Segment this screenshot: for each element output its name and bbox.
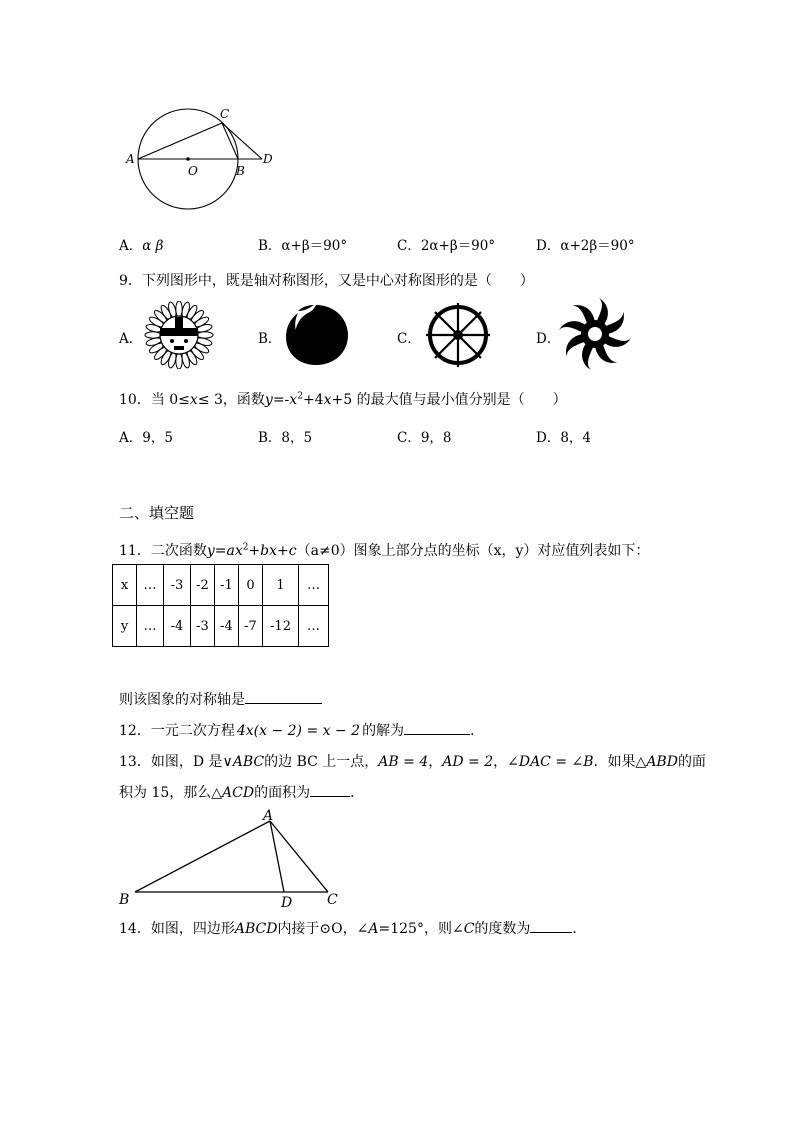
table-cell: -4 xyxy=(215,606,239,647)
pinwheel-icon xyxy=(558,297,632,371)
q9-question: 9．下列图形中，既是轴对称图形，又是中心对称图形的是（ ） xyxy=(119,273,534,289)
wheel-icon xyxy=(423,300,493,370)
q8-option-b[interactable]: B．α+β＝90° xyxy=(258,238,348,254)
q14-question: 14．如图，四边形ABCD内接于⊙O，∠A=125°，则∠C的度数为 ． xyxy=(119,918,586,938)
label-a: A xyxy=(126,152,135,166)
line-ac xyxy=(138,123,222,159)
q9-option-b-label[interactable]: B． xyxy=(258,331,282,347)
answer-blank[interactable] xyxy=(245,689,322,704)
petal xyxy=(176,353,182,369)
table-cell: … xyxy=(299,565,329,606)
petal xyxy=(197,332,213,338)
label-o: O xyxy=(188,164,198,178)
label-b: B xyxy=(119,892,130,908)
q10-option-d[interactable]: D．8，4 xyxy=(536,430,592,446)
label-d: D xyxy=(263,152,273,166)
q9-option-d-label[interactable]: D． xyxy=(536,331,561,347)
table-cell: -2 xyxy=(191,565,215,606)
table-cell: -4 xyxy=(164,606,191,647)
table-cell: -3 xyxy=(191,606,215,647)
answer-blank[interactable] xyxy=(310,782,350,797)
label-d: D xyxy=(281,895,293,910)
table-cell: … xyxy=(137,606,164,647)
q12-question: 12．一元二次方程 4x(x − 2) = x − 2 的解为 ． xyxy=(119,720,484,740)
line-ad xyxy=(270,821,284,892)
q13-line2: 积为 15，那么△ACD的面积为 ． xyxy=(119,782,364,802)
table-row-x xyxy=(113,565,329,606)
petal xyxy=(176,301,182,317)
table-cell: 1 xyxy=(263,565,299,606)
table-row-y xyxy=(113,606,329,647)
line-cb xyxy=(222,123,238,159)
circle-figure xyxy=(120,100,290,220)
triangle-figure xyxy=(115,806,355,910)
answer-blank[interactable] xyxy=(404,720,470,735)
table-cell: … xyxy=(137,565,164,606)
line-ac xyxy=(270,821,328,892)
q10-question: 10．当 0≤x≤ 3，函数$y=-x^2+4x+5$ 的最大值与最小值分别是（ ） xyxy=(119,391,567,408)
label-a: A xyxy=(263,808,274,824)
label-b: B xyxy=(236,164,245,178)
q11-answer-line: 则该图象的对称轴是 xyxy=(119,689,322,709)
center-dot xyxy=(186,157,190,161)
q9-option-c-label[interactable]: C． xyxy=(397,331,421,347)
q8-option-c[interactable]: C．2α+β＝90° xyxy=(397,238,496,254)
table-cell: -12 xyxy=(263,606,299,647)
table-cell: -3 xyxy=(164,565,191,606)
table-cell: -1 xyxy=(215,565,239,606)
q10-option-c[interactable]: C．9，8 xyxy=(397,430,452,446)
q10-option-a[interactable]: A．9，5 xyxy=(119,430,173,446)
sun-face-icon xyxy=(144,301,214,369)
section-title: 二、填空题 xyxy=(119,504,195,522)
label-c: C xyxy=(220,107,230,121)
line-ab xyxy=(135,821,270,892)
answer-blank[interactable] xyxy=(530,918,572,933)
q9-option-a-label[interactable]: A． xyxy=(119,331,143,347)
label-c: C xyxy=(327,892,338,908)
table-cell: y xyxy=(113,606,137,647)
table-cell: 0 xyxy=(239,565,263,606)
q13-line1: 13．如图，D 是∨ABC的边 BC 上一点，AB = 4，AD = 2，∠DAC = ∠B．如果△ABD的面 xyxy=(119,754,706,770)
value-table xyxy=(112,564,329,647)
q11-question: 11．二次函数$y=ax^2+bx+c(a\ne 0)$图象上部分点的坐标（x，y）对应值列表如下： xyxy=(119,542,650,559)
table-cell: … xyxy=(299,606,329,647)
q8-option-d[interactable]: D．α+2β＝90° xyxy=(536,238,635,254)
table-cell: x xyxy=(113,565,137,606)
petal xyxy=(145,332,161,338)
q10-option-b[interactable]: B．8，5 xyxy=(258,430,313,446)
swirl-icon xyxy=(280,301,352,369)
line-cd xyxy=(222,123,262,159)
q8-option-a[interactable]: A．α β xyxy=(119,238,164,254)
table-cell: -7 xyxy=(239,606,263,647)
